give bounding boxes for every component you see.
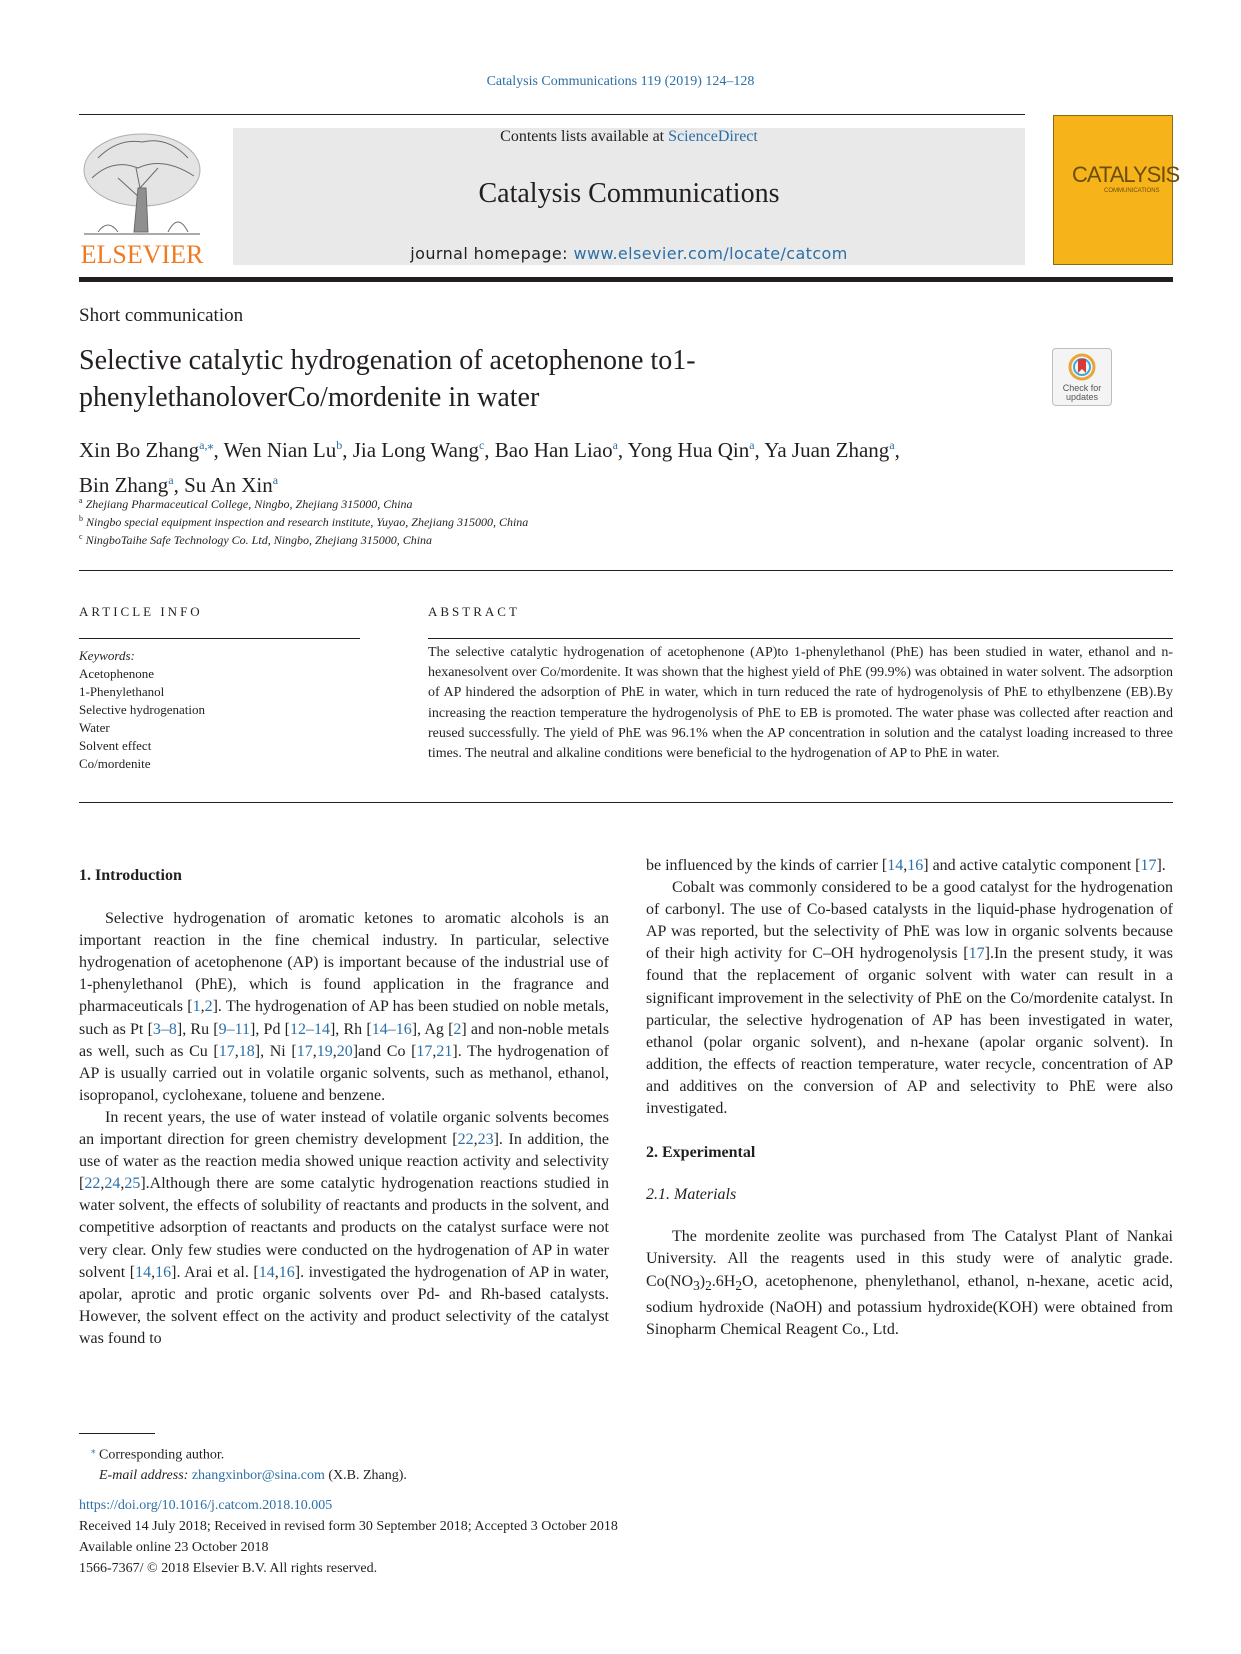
- citation-link[interactable]: 16: [155, 1263, 172, 1281]
- homepage-prefix: journal homepage:: [410, 244, 574, 263]
- paragraph-text: ,: [903, 857, 908, 874]
- abstract-rule: [428, 638, 1173, 639]
- keyword: Acetophenone: [79, 666, 155, 681]
- citation-link[interactable]: 23: [477, 1131, 494, 1149]
- paragraph-text: ], Ru [: [176, 1020, 219, 1038]
- publication-info: [79, 1495, 618, 1579]
- abstract-text: The selective catalytic hydrogenation of acetophenone (AP)to 1-phenylethanol (PhE) has been studied in water, ethanol and n-hexanesolvent over Co/mordenite. It was shown that the highest yield of PhE (99.9%) was obtained in water solvent. The adsorption of AP hindered the adsorption of PhE in water, which in turn reduced the rate of hydrogenolysis of PhE to ethylbenzene (EB).By increasing the reaction temperature the hydrogenolysis of PhE to EB is promoted. The water phase was collected after reaction and reused successfully. The yield of PhE was 96.1% when the AP concentration in solution and the catalyst loading increased to three times. The neutral and alkaline conditions were beneficial to the hydrogenation of AP to PhE in water.: [428, 645, 1173, 762]
- affiliation: $^c$ NingboTaihe Safe Technology Co. Ltd, Ningbo, Zhejiang 315000, China: [79, 532, 433, 547]
- paragraph-text: ].In the present study, it was found that the replacement of organic solvent with water can result in a significant improvement in the selectivity of PhE on the Co/mordenite catalyst. In particular, the selective hydrogenation of AP has been investigated in water, ethanol (polar organic solvent), and n-hexane (apolar organic solvent). In addition, the effects of reaction temperature, water recycle, concentration of AP and additives on the conversion of AP and selectivity to PhE were also investigated.: [646, 945, 1174, 1118]
- keyword: Selective hydrogenation: [79, 702, 205, 717]
- citation-link[interactable]: 22: [84, 1175, 101, 1193]
- email-line: E-mail address: zhangxinbor@sina.com (X.B. Zhang).: [99, 1467, 407, 1483]
- paragraph-text: ] and non-noble metals as well, such as Cu [: [79, 1020, 610, 1060]
- paragraph-text: ], Rh [: [329, 1020, 372, 1038]
- abstract-heading: ABSTRACT: [428, 604, 520, 619]
- paragraph-text: ,: [200, 998, 205, 1016]
- affiliation-rule: [79, 570, 1173, 571]
- article-type: Short communication: [79, 305, 244, 326]
- paragraph-text: ]and Co [: [352, 1042, 417, 1060]
- contents-available-line: [233, 128, 1025, 146]
- paragraph-text: ,: [120, 1175, 125, 1193]
- journal-masthead: [233, 128, 1025, 265]
- article-info-heading: ARTICLE INFO: [79, 604, 203, 619]
- header-thick-rule: [79, 277, 1173, 282]
- citation-link[interactable]: 14: [887, 857, 904, 874]
- author: Bin Zhang$^a$,: [79, 473, 185, 497]
- homepage-link[interactable]: www.elsevier.com/locate/catcom: [573, 244, 848, 263]
- author: Xin Bo Zhang$^{a,⁎}$,: [79, 438, 224, 462]
- header-rule: [79, 114, 1025, 115]
- citation-link[interactable]: 17: [968, 945, 985, 963]
- author: Jia Long Wang$^c$,: [352, 438, 495, 462]
- corresponding-author-marker[interactable]: ⁎: [207, 438, 214, 452]
- paragraph-text: ,: [274, 1263, 279, 1281]
- paragraph-text: ].: [1156, 857, 1166, 874]
- paragraph-text: ]. In addition, the use of water as the reaction media showed unique reaction activity and selectivity [: [79, 1131, 609, 1193]
- paragraph-text: ]. Arai et al. [: [171, 1263, 259, 1281]
- citation-link[interactable]: 17: [218, 1042, 235, 1060]
- keywords-label: Keywords:: [79, 648, 135, 663]
- journal-title: Catalysis Communications: [478, 178, 780, 209]
- citation-link[interactable]: 3–8: [152, 1020, 177, 1038]
- received-dates: Received 14 July 2018; Received in revised form 30 September 2018; Accepted 3 October 2018: [79, 1519, 618, 1534]
- citation-link[interactable]: 24: [104, 1175, 121, 1193]
- paragraph-text: ,: [151, 1263, 156, 1281]
- paragraph-text: ]. investigated the hydrogenation of AP in water, apolar, aprotic and protic organic solvents over Pd- and Rh-based catalysts. However, the solvent effect on the activity and product selectivity of the catalyst was found to: [79, 1263, 610, 1347]
- citation-link[interactable]: 9–11: [218, 1020, 251, 1038]
- paragraph: [646, 855, 1173, 877]
- citation-link[interactable]: 14: [135, 1263, 152, 1281]
- author: Ya Juan Zhang$^a$,: [764, 438, 900, 462]
- citation-link[interactable]: 12–14: [289, 1020, 330, 1038]
- paragraph-text: ,: [312, 1042, 317, 1060]
- paragraph-text: ,: [234, 1042, 239, 1060]
- paragraph-text: Cobalt was commonly considered to be a good catalyst for the hydrogenation of carbonyl. The use of Co-based catalysts in the liquid-phase hydrogenation of AP was reported, but the selectivity of PhE was low in organic solvents because of their high activity for C–OH hydrogenolysis [: [646, 879, 1173, 963]
- paragraph-text: ,: [473, 1131, 478, 1149]
- citation-link[interactable]: 14–16: [371, 1020, 412, 1038]
- body-column-right: [646, 855, 1173, 1341]
- footnote-rule: [79, 1433, 155, 1434]
- journal-homepage-line: [233, 244, 1025, 263]
- doi-link[interactable]: https://doi.org/10.1016/j.catcom.2018.10.005: [79, 1498, 333, 1513]
- affiliation: $^b$ Ningbo special equipment inspection and research institute, Yuyao, Zhejiang 315000, China: [79, 514, 529, 529]
- paragraph: The mordenite zeolite was purchased from The Catalyst Plant of Nankai University. All the reagents used in this study were of analytic grade. $Co(NO_3)_2.6H_2O$, acetophenone, phenylethanol, ethanol, n-hexane, acetic acid, sodium hydroxide (NaOH) and potassium hydroxide(KOH) were obtained from Sinopharm Chemical Reagent Co., Ltd.: [646, 1228, 1173, 1338]
- citation-link[interactable]: 16: [907, 857, 924, 874]
- paragraph-text: ]. The hydrogenation of AP is usually carried out in volatile organic solvents, such as methanol, ethanol, isopropanol, cyclohexane, toluene and benzene.: [79, 1042, 610, 1104]
- copyright: 1566-7367/ © 2018 Elsevier B.V. All rights reserved.: [79, 1561, 378, 1576]
- citation-link[interactable]: 17: [1140, 857, 1157, 874]
- paragraph-text: ], Ag [: [411, 1020, 454, 1038]
- cover-subtitle: COMMUNICATIONS: [1104, 188, 1160, 194]
- subsection-heading-materials: 2.1. Materials: [646, 1186, 737, 1204]
- citation-link[interactable]: 2: [453, 1020, 462, 1038]
- paragraph: [79, 1107, 609, 1350]
- author-list: [79, 430, 1069, 500]
- citation-link[interactable]: 16: [278, 1263, 295, 1281]
- title-line-2: phenylethanoloverCo/mordenite in water: [79, 382, 540, 413]
- keyword: Solvent effect: [79, 738, 152, 753]
- paragraph-text: ], Pd [: [250, 1020, 290, 1038]
- paragraph-text: ].Although there are some catalytic hydrogenation reactions studied in water solvent, the effects of solubility of reactants and products in the solvent, and competitive adsorption of reactants and products on the catalyst surface were not very clear. Only few studies were conducted on the hydrogenation of AP in water solvent [: [79, 1175, 609, 1281]
- keyword: 1-Phenylethanol: [79, 684, 165, 699]
- keyword: Co/mordenite: [79, 756, 151, 771]
- sciencedirect-link[interactable]: ScienceDirect: [668, 128, 758, 145]
- paragraph-text: ,: [332, 1042, 337, 1060]
- citation-link[interactable]: 18: [238, 1042, 255, 1060]
- author: Bao Han Liao$^a$,: [494, 438, 628, 462]
- author: Su An Xin$^a$: [184, 473, 279, 497]
- paragraph-text: Selective hydrogenation of aromatic ketones to aromatic alcohols is an important reaction in the fine chemical industry. In particular, selective hydrogenation of acetophenone (AP) is important because of the industrial use of 1-phenylethanol (PhE), which is found application in the fragrance and pharmaceuticals [: [79, 910, 609, 1016]
- corresponding-author-note: ⁎ Corresponding author.: [91, 1445, 225, 1463]
- contents-prefix: Contents lists available at: [500, 128, 669, 145]
- paragraph-text: In recent years, the use of water instead of volatile organic solvents becomes an important direction for green chemistry development [: [79, 1108, 609, 1149]
- journal-cover-thumbnail[interactable]: [1053, 115, 1180, 265]
- bookmark-icon: [1068, 353, 1096, 381]
- paragraph: [646, 877, 1173, 1120]
- citation-link[interactable]: 21: [436, 1042, 453, 1060]
- elsevier-wordmark: ELSEVIER: [80, 240, 204, 269]
- keywords-list: [79, 647, 205, 773]
- available-online-date: Available online 23 October 2018: [79, 1540, 269, 1555]
- article-info-rule: [79, 638, 360, 639]
- section-heading-introduction: 1. Introduction: [79, 867, 182, 884]
- title-line-1: Selective catalytic hydrogenation of acetophenone to1-: [79, 345, 696, 376]
- author: Wen Nian Lu$^b$,: [223, 438, 353, 462]
- citation-link[interactable]: 19: [316, 1042, 333, 1060]
- citation-link[interactable]: 17: [296, 1042, 313, 1060]
- keyword: Water: [79, 720, 110, 735]
- paragraph-text: ,: [432, 1042, 437, 1060]
- affiliation: $^a$ Zhejiang Pharmaceutical College, Ningbo, Zhejiang 315000, China: [79, 496, 413, 511]
- check-for-updates-label: Check for updates: [1062, 383, 1102, 402]
- citation-link[interactable]: 25: [124, 1175, 141, 1193]
- journal-reference-link[interactable]: Catalysis Communications 119 (2019) 124–128: [486, 74, 755, 89]
- body-column-left: [79, 865, 609, 1350]
- section-heading-experimental: 2. Experimental: [646, 1144, 756, 1162]
- corresponding-author-footnote: [79, 1440, 407, 1486]
- citation-link[interactable]: 20: [336, 1042, 353, 1060]
- citation-link[interactable]: 22: [457, 1131, 474, 1149]
- paragraph-text: be influenced by the kinds of carrier [: [646, 857, 888, 874]
- author: Yong Hua Qin$^a$,: [627, 438, 765, 462]
- paragraph-text: ], Ni [: [254, 1042, 297, 1060]
- cover-title: CATALYSIS: [1072, 162, 1180, 187]
- paragraph: [79, 908, 609, 1107]
- paragraph-text: ]. The hydrogenation of AP has been studied on noble metals, such as Pt [: [79, 998, 610, 1038]
- citation-link[interactable]: 1: [192, 998, 201, 1016]
- citation-link[interactable]: 14: [258, 1263, 275, 1281]
- paragraph-text: ] and active catalytic component [: [923, 857, 1141, 874]
- paragraph-text: ,: [100, 1175, 105, 1193]
- article-title: [79, 342, 979, 416]
- citation-link[interactable]: 2: [204, 998, 213, 1016]
- check-for-updates-button[interactable]: [1052, 348, 1112, 406]
- email-link[interactable]: zhangxinbor@sina.com: [191, 1467, 325, 1483]
- citation-link[interactable]: 17: [416, 1042, 433, 1060]
- abstract-bottom-rule: [79, 802, 1173, 803]
